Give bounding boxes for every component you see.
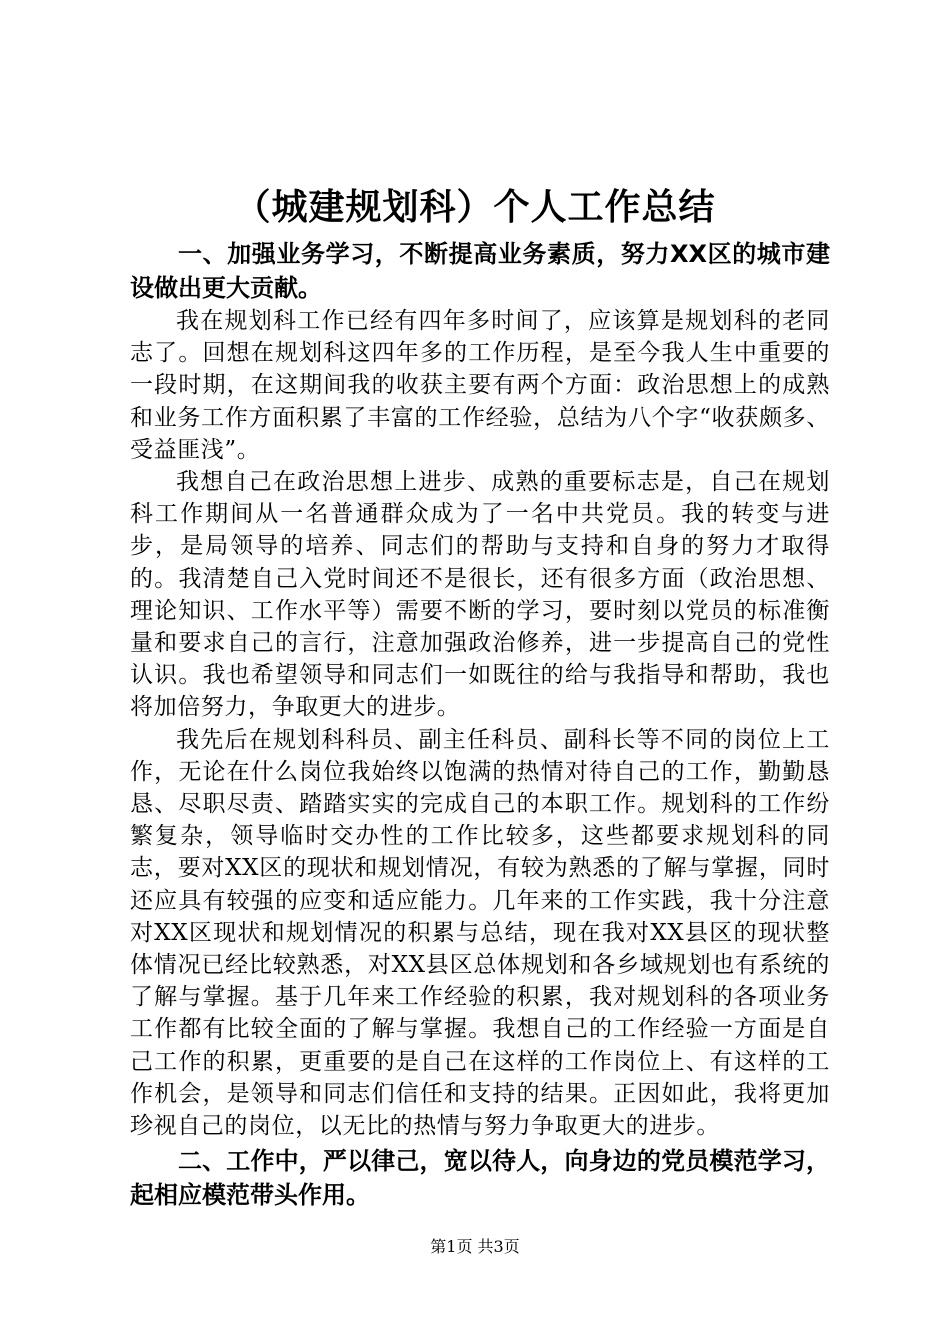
section-heading-2: 二、工作中，严以律己，宽以待人，向身边的党员模范学习，起相应模范带头作用。 (130, 1147, 830, 1210)
document-title: （城建规划科）个人工作总结 (234, 187, 716, 228)
paragraph-2: 我想自己在政治思想上进步、成熟的重要标志是，自己在规划科工作期间从一名普通群众成为了一名中共党员。我的转变与进步，是局领导的培养、同志们的帮助与支持和自身的努力才取得的。我清楚自己入党时间还不是很长，还有很多方面（政治思想、理论知识、工作水平等）需要不断的学习，要时刻以党员的标准衡量和要求自己的言行，注意加强政治修养，进一步提高自己的党性认识。我也希望领导和同志们一如既往的给与我指导和帮助，我也将加倍努力，争取更大的进步。 (130, 469, 830, 721)
paragraph-3: 我先后在规划科科员、副主任科员、副科长等不同的岗位上工作，无论在什么岗位我始终以饱满的热情对待自己的工作，勤勤恳恳、尽职尽责、踏踏实实的完成自己的本职工作。规划科的工作纷繁复杂，领导临时交办性的工作比较多，这些都要求规划科的同志，要对XX区的现状和规划情况，有较为熟悉的了解与掌握，同时还应具有较强的应变和适应能力。几年来的工作实践，我十分注意对XX区现状和规划情况的积累与总结，现在我对XX县区的现状整体情况已经比较熟悉，对XX县区总体规划和各乡域规划也有系统的了解与掌握。基于几年来工作经验的积累，我对规划科的各项业务工作都有比较全面的了解与掌握。我想自己的工作经验一方面是自己工作的积累，更重要的是自己在这样的工作岗位上、有这样的工作机会，是领导和同志们信任和支持的结果。正因如此，我将更加珍视自己的岗位，以无比的热情与努力争取更大的进步。 (130, 726, 830, 1140)
paragraph-1: 我在规划科工作已经有四年多时间了，应该算是规划科的老同志了。回想在规划科这四年多的工作历程，是至今我人生中重要的一段时期，在这期间我的收获主要有两个方面：政治思想上的成熟和业务工作方面积累了丰富的工作经验，总结为八个字“收获颇多、受益匪浅”。 (130, 308, 830, 463)
document-body (130, 237, 830, 1212)
page-footer: 第1页 共3页 (430, 1237, 520, 1256)
section-heading-1: 一、加强业务学习，不断提高业务素质，努力XX区的城市建设做出更大贡献。 (130, 240, 830, 302)
